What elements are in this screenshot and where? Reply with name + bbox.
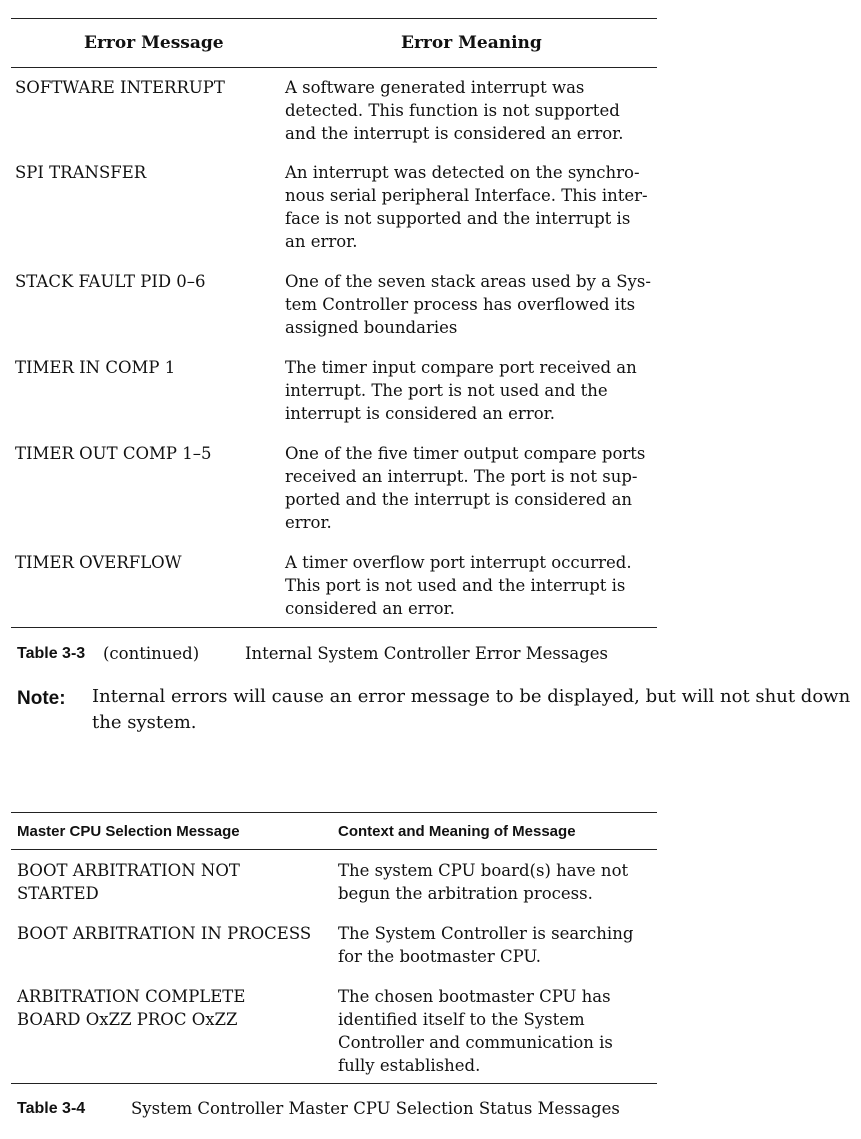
- note-label: Note:: [17, 688, 66, 709]
- table-row-meaning: The timer input compare port received an interrupt. The port is not used and the interrupt is considered an error.: [285, 358, 637, 423]
- table-caption-title: Internal System Controller Error Messages: [245, 644, 608, 663]
- table-bottom-rule: [11, 627, 657, 628]
- table-top-rule: [11, 812, 657, 813]
- note-text: Internal errors will cause an error message to be displayed, but will not shut down the system.: [92, 686, 851, 733]
- table-top-rule: [11, 18, 657, 19]
- table-caption-qualifier: (continued): [103, 644, 200, 663]
- table-row-message: BOOT ARBITRATION NOT STARTED: [17, 861, 240, 903]
- column-header-error-meaning: Error Meaning: [401, 33, 542, 53]
- table-row-meaning: One of the five timer output compare ports received an interrupt. The port is not sup- ported and the interrupt is considered an error.: [285, 444, 646, 532]
- table-bottom-rule: [11, 1083, 657, 1084]
- table-row-message: TIMER OVERFLOW: [15, 553, 182, 572]
- table-row-meaning: One of the seven stack areas used by a Sys- tem Controller process has overflowed its assigned boundaries: [285, 272, 651, 337]
- table-row-message: SPI TRANSFER: [15, 163, 147, 182]
- table-row-message: TIMER OUT COMP 1–5: [15, 444, 212, 463]
- table-row-message: TIMER IN COMP 1: [15, 358, 176, 377]
- table-row-message: BOOT ARBITRATION IN PROCESS: [17, 924, 312, 943]
- column-header-error-message: Error Message: [84, 33, 224, 53]
- column-header-context-and-meaning: Context and Meaning of Message: [338, 823, 576, 840]
- table-row-meaning: The system CPU board(s) have not begun the arbitration process.: [338, 861, 629, 903]
- table-row-meaning: The System Controller is searching for the bootmaster CPU.: [338, 924, 634, 966]
- table-row-message: ARBITRATION COMPLETE BOARD OxZZ PROC OxZZ: [17, 987, 246, 1029]
- table-row-meaning: A software generated interrupt was detected. This function is not supported and the interrupt is considered an error.: [285, 78, 624, 143]
- table-row-meaning: An interrupt was detected on the synchro- nous serial peripheral Interface. This inter- face is not supported and the interrupt is an error.: [285, 163, 648, 251]
- table-row-message: SOFTWARE INTERRUPT: [15, 78, 225, 97]
- table-row-message: STACK FAULT PID 0–6: [15, 272, 206, 291]
- table-caption-label: Table 3-3: [17, 645, 86, 662]
- table-row-meaning: The chosen bootmaster CPU has identified itself to the System Controller and communication is fully established.: [338, 987, 613, 1075]
- table-header-rule: [11, 67, 657, 68]
- column-header-master-cpu-selection-message: Master CPU Selection Message: [17, 823, 240, 840]
- table-row-meaning: A timer overflow port interrupt occurred. This port is not used and the interrupt is considered an error.: [285, 553, 632, 618]
- table-header-rule: [11, 849, 657, 850]
- table-caption-label: Table 3-4: [17, 1100, 86, 1117]
- table-caption-title: System Controller Master CPU Selection Status Messages: [131, 1099, 620, 1118]
